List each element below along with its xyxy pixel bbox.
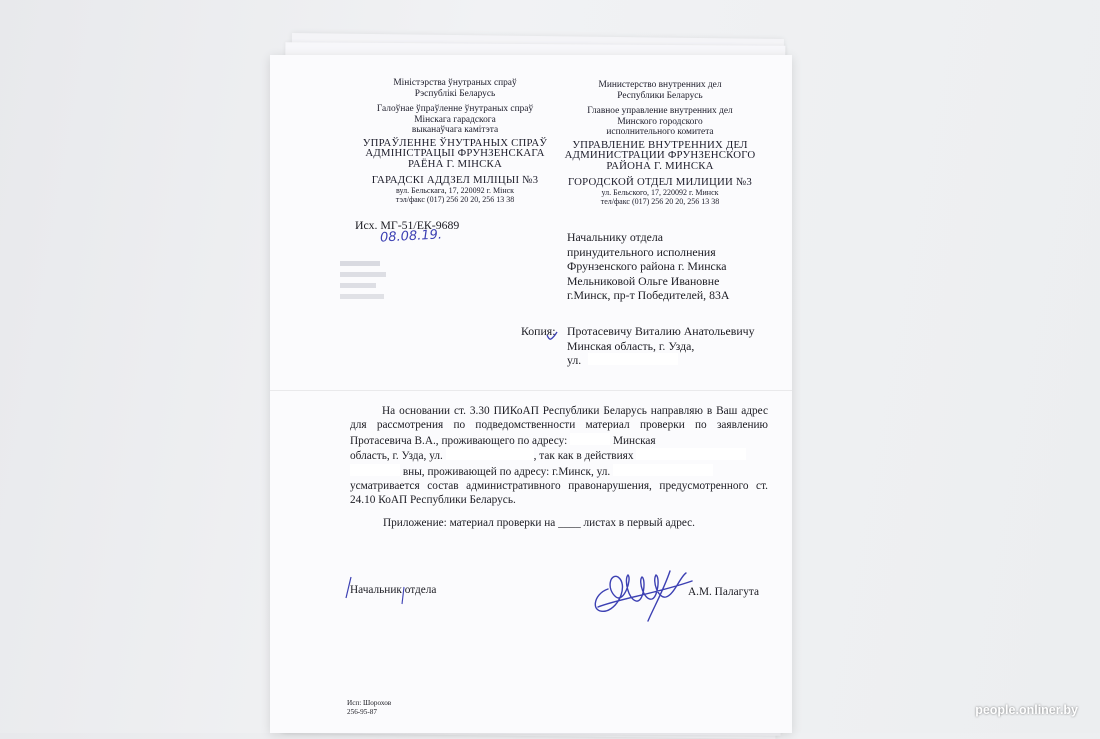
signatory-title: Начальник отдела [350, 584, 437, 596]
main-dept-be-line2: Мінскага гарадскога [414, 114, 496, 125]
phone-be: тэл/факс (017) 256 20 20, 256 13 38 [395, 195, 515, 204]
addressee-line: Начальнику отдела [567, 230, 663, 244]
address-be: вул. Бельскага, 17, 220092 г. Мінск [395, 185, 515, 195]
copy-recipient-line: Минская область, г. Узда, [567, 338, 695, 353]
paper-fold [270, 390, 792, 391]
addressee-block [567, 230, 729, 303]
main-paragraph [350, 404, 768, 508]
redaction-box [636, 448, 746, 460]
executor-name: Исп: Шорохов [347, 699, 392, 707]
ministry-ru-line2: Республики Беларусь [617, 90, 703, 101]
letterhead-russian [555, 80, 765, 207]
body-line-2 [350, 448, 768, 463]
copy-recipient-line: Протасевичу Виталию Анатольевичу [567, 324, 755, 338]
main-dept-ru-line3: исполнительного комитета [606, 127, 714, 137]
addressee-line: г.Минск, пр-т Победителей, 83А [567, 288, 730, 303]
district-be-line1: УПРАЎЛЕННЕ ЎНУТРАНЫХ СПРАЎ [362, 136, 548, 149]
body-line-3 [350, 464, 768, 479]
body-text: На основании ст. 3.30 ПИКоАП Республики Беларусь направляю в Ваш адрес для рассмотрения по подведомственности материал проверки по заявлению Протасевича В.А., проживающего по адресу: [350, 405, 768, 447]
redaction-box [350, 464, 400, 476]
district-ru-line1: УПРАВЛЕНИЕ ВНУТРЕННИХ ДЕЛ [572, 138, 748, 151]
body-text: область, г. Узда, ул. [350, 450, 443, 463]
body-text: проживающей по адресу: г.Минск, ул. [427, 465, 611, 478]
ministry-be-line1: Міністэрства ўнутраных спраў [393, 78, 517, 88]
body-text: , так как в действиях [533, 450, 634, 463]
signature-icon [588, 559, 696, 627]
district-be-line3: РАЁНА Г. МІНСКА [408, 157, 502, 170]
redaction-box [570, 433, 610, 445]
copy-label: Копия: [521, 324, 556, 338]
main-dept-be-line1: Галоўнае ўпраўленне ўнутраных спраў [376, 104, 534, 114]
main-dept-be-line3: выканаўчага камітэта [411, 125, 499, 135]
signatory-name: А.М. Палагута [688, 586, 759, 598]
unit-be: ГАРАДСКІ АДДЗЕЛ МІЛІЦЫІ №3 [371, 174, 539, 186]
body-line-1 [350, 404, 768, 448]
copy-recipient-block [567, 324, 754, 368]
addressee-line: Фрунзенского района г. Минска [567, 259, 727, 274]
unit-ru: ГОРОДСКОЙ ОТДЕЛ МИЛИЦИИ №3 [567, 176, 753, 188]
show-through-marks [340, 258, 386, 305]
letterhead-belarusian [350, 78, 560, 205]
phone-ru: тел/факс (017) 256 20 20, 256 13 38 [600, 197, 720, 206]
district-ru-line3: РАЙОНА Г. МИНСКА [606, 159, 714, 172]
redaction-box [446, 448, 534, 460]
enclosure-line: Приложение: материал проверки на ____ листах в первый адрес. [383, 517, 696, 529]
outgoing-reference: Исх. МГ-51/ЕК-9689 [355, 218, 460, 232]
main-dept-ru-line2: Минского городского [617, 116, 703, 127]
copy-recipient-line [567, 353, 754, 368]
executor-phone: 256-95-87 [347, 708, 377, 716]
district-be-line2: АДМІНІСТРАЦЫІ ФРУНЗЕНСКАГА [365, 147, 545, 159]
main-dept-ru-line1: Главное управление внутренних дел [587, 106, 733, 116]
street-prefix: ул. [567, 353, 582, 368]
executor-note [347, 699, 391, 717]
handwritten-mark-icon [398, 586, 408, 606]
handwritten-checkmark-icon [546, 331, 558, 341]
ministry-ru-line1: Министерство внутренних дел [598, 80, 722, 90]
redaction-box [588, 353, 678, 365]
body-line-4: усматривается состав административного правонарушения, предусмотренного ст. 24.10 КоАП Республики Беларусь. [350, 480, 768, 507]
redaction-box [613, 464, 713, 476]
site-watermark: people.onliner.by [975, 703, 1078, 717]
ministry-be-line2: Рэспублікі Беларусь [414, 88, 496, 99]
district-ru-line2: АДМИНИСТРАЦИИ ФРУНЗЕНСКОГО [564, 149, 756, 161]
addressee-line: Мельниковой Ольге Ивановне [567, 273, 720, 288]
address-ru: ул. Бельского, 17, 220092 г. Минск [601, 187, 719, 197]
handwritten-date: 08.08.19. [379, 227, 443, 246]
body-text: вны, [402, 465, 425, 478]
body-text: Минская [612, 434, 656, 447]
addressee-line: принудительного исполнения [567, 244, 716, 259]
